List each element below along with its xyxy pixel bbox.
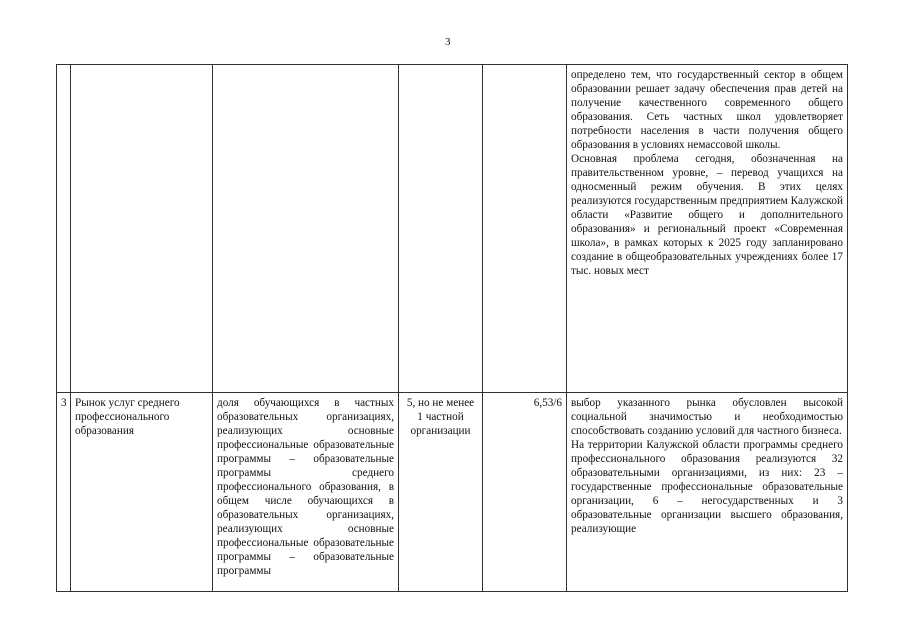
row-number-cell	[57, 65, 71, 393]
comment-cell	[567, 65, 848, 393]
market-cell: Рынок услуг среднего профессионального образования	[71, 392, 213, 591]
data-table	[56, 64, 848, 592]
table-row	[57, 65, 848, 393]
value-cell	[483, 65, 567, 393]
comment-cell	[567, 392, 848, 591]
row-number-cell: 3	[57, 392, 71, 591]
comment-text: определено тем, что государственный сектор в общем образовании решает задачу обеспечения прав детей на получение качественного современного общего образования. Сеть частных школ удовлетворяет потребности населения в части получения общего образования в условиях немассовой школы. Основная проблема сегодня, обозначенная на правительственном уровне, – перевод учащихся на односменный режим обучения. В этих целях реализуются государственным предприятием Калужской области «Развитие общего и дополнительного образования» и региональный проект «Современная школа», в рамках которых к 2025 году запланировано создание в общеобразовательных учреждениях более 17 тыс. новых мест	[571, 69, 843, 277]
target-cell	[399, 65, 483, 393]
target-cell: 5, но не менее 1 частной организации	[399, 392, 483, 591]
market-cell	[71, 65, 213, 393]
page-number: 3	[445, 36, 451, 48]
value-cell: 6,53/6	[483, 392, 567, 591]
comment-text: выбор указанного рынка обусловлен высокой социальной значимостью и необходимостью способствовать созданию условий для частного бизнеса. На территории Калужской области программы среднего профессионального образования реализуются 32 образовательными организациями, из них: 23 – государственные профессиональные образовательные организации, 6 – негосударственных и 3 образовательные организации высшего образования, реализующие	[571, 396, 843, 535]
indicator-cell: доля обучающихся в частных образовательных организациях, реализующих основные профессиональные образовательные программы – образовательные программы среднего профессионального образования, в общем числе обучающихся в образовательных организациях, реализующих основные профессиональные образовательные программы – образовательные программы	[213, 392, 399, 591]
table-row	[57, 392, 848, 591]
indicator-cell	[213, 65, 399, 393]
